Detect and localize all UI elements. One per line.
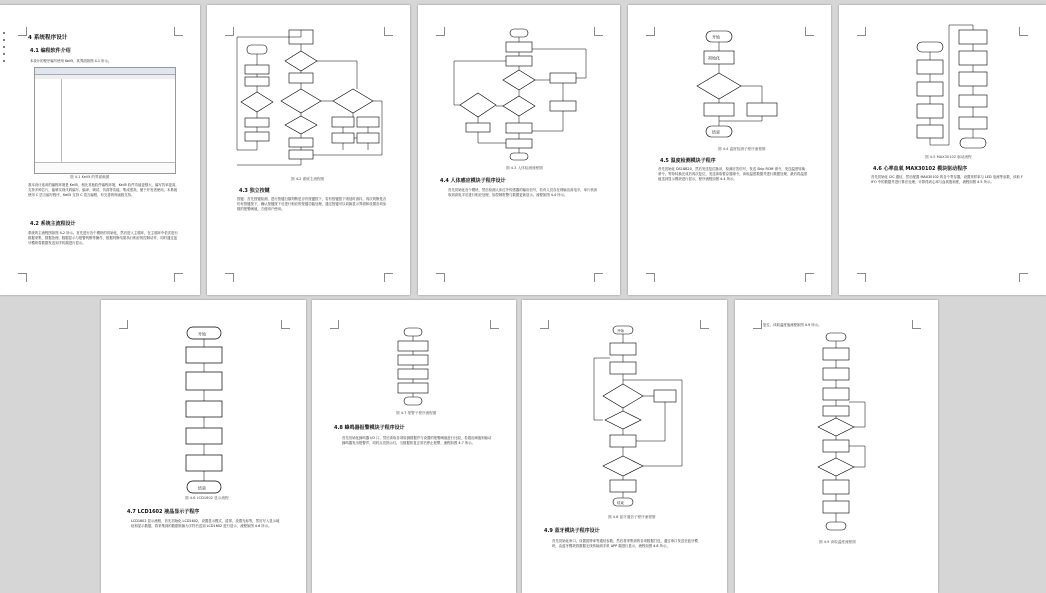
flow-process [466,123,490,132]
flow-node-text: 结束 [712,129,720,135]
flow-process [289,150,313,159]
flow-process [917,104,943,118]
flow-terminal [917,42,943,52]
paragraph: LCD1602 显示流程，首先初始化 LCD1602，设置显示模式、清屏、设置光标等，然后写入显示地址和显示数据，将采集到的数据转换为字符后送到 LCD1602 进行显示，流程如图 4.6 所示。 [131,519,280,529]
flow-process [398,341,428,351]
flow-process [917,60,943,74]
keil-screenshot-image [34,67,176,174]
figure-caption: 图 4.1 Keil5 的界面截图 [70,175,110,179]
crop-mark [436,273,445,282]
paragraph: 首先初始化 DS18B20，然后发送复位脉冲，检测应答信号，发送 Skip ROM 命令，发送温度转换命令，等待转换完成后再次复位，发送读取暂存器命令，读取温度数据并进行数据处理，最后将温度值送到显示模块进行显示，程序流程如图 4.4 所示。 [658,167,808,182]
page-9 [735,300,938,593]
outline-dots [3,32,7,67]
page-7 [312,300,516,593]
flow-decision [503,70,535,90]
flowchart-temperature-svg [628,5,831,155]
flow-node-text: 开始 [712,34,720,40]
subheading: 4.1 编程软件介绍 [30,48,71,54]
subheading: 4.8 蜂鸣器报警模块子程序设计 [334,425,405,431]
flow-decision [603,384,643,408]
flowchart-human-detect-svg [418,5,620,165]
flow-process [823,480,849,494]
subheading: 4.4 人体感应模块子程序设计 [440,178,506,184]
heading: 4 系统程序设计 [28,35,68,41]
flow-decision [285,51,317,71]
flow-terminal [510,29,528,37]
flow-process [610,435,636,447]
figure-caption: 图 4.4 温度检测子程序流程图 [718,147,766,151]
flow-process [704,103,734,116]
flow-decision [605,411,641,429]
subheading: 4.9 蓝牙模块子程序设计 [544,528,600,534]
figure-caption: 图 4.6 LCD1602 显示流程 [185,496,229,500]
page-2 [207,5,410,295]
flow-process [823,501,849,513]
paragraph: 首先初始化 I2C 通信，然后配置 MAX30102 的各个寄存器，设置采样率与 LED 电流等参数，读取 FIFO 中的数据并进行算法处理，计算得到心率与血氧饱和度，流程如图 4.5 所示。 [871,175,1023,185]
paragraph: 复位、读取温度值流程如图 4.9 所示。 [763,323,822,327]
flow-process [332,117,354,127]
figure-caption: 图 4.9 读取温度流程图 [819,540,856,544]
paragraph: 首先初始化串口，设置波特率等通信参数，然后将采集到的各项数据打包，通过串口发送至蓝牙模块，由蓝牙模块将数据无线传输到手机 APP 端进行显示，流程如图 4.8 所示。 [552,539,698,549]
flow-process [186,372,222,390]
flow-node-text: 初始化 [708,55,720,61]
paragraph: 基本设计选用的编程环境是 Keil5，相比其他软件编程环境，Keil5 软件功能更强大，编写效率更高，支持多种芯片，能够实现代码编写、编译、调试、仿真等功能，集成度高，便于开发者使用。本系统使用 C 语言编写程序，Keil5 支持 C 语言编程，有完善的库函数支持。 [28,183,179,198]
page-1 [0,5,200,295]
paragraph: 按键：首先按键检测，进行按键扫描判断是否有按键按下，若有按键按下则延时消抖，再次判断是否仍有按键按下，确认按键按下后进行相应的按键功能处理，通过按键可以切换显示界面和设置各项参数的报警阈值，方便用户使用。 [237,197,387,212]
paragraph: 系统的主流程图如图 4.2 所示。首先进行各个模块的初始化，然后进入主循环，在主循环中依次进行数据采集、数据处理、数据显示与报警判断等操作，根据判断结果执行相应的控制动作，同时通过蓝牙模块将数据发送到手机端进行显示。 [28,231,178,246]
crop-mark [174,27,183,36]
page-6 [101,300,306,593]
flow-decision [333,89,373,113]
flow-process [357,133,379,143]
flow-process [357,117,379,127]
flow-decision [603,456,643,476]
flow-decision [697,73,741,99]
flow-process [917,82,943,96]
flowchart-bluetooth-svg [522,300,727,515]
flowchart-read-temp-svg [735,300,938,540]
flow-process [959,95,987,107]
crop-mark [646,273,655,282]
flow-process [186,455,222,471]
crop-mark [384,273,393,282]
flow-process [959,72,987,86]
flow-terminal [404,397,422,405]
flow-process [959,117,987,129]
flowchart-lcd1602-svg [101,300,306,495]
figure-caption: 图 4.3 人体检测流程图 [506,166,543,170]
flow-process [823,406,849,416]
flow-decision [241,92,273,112]
flow-process [610,362,636,374]
flow-terminal [826,333,846,341]
subheading: 4.5 温度检测模块子程序 [660,158,716,164]
flow-process [245,132,269,141]
flow-decision [818,458,854,476]
flow-process [245,77,269,86]
page-5 [839,5,1046,295]
flow-decision [503,96,535,116]
flow-process [610,480,636,492]
flow-decision [281,89,321,113]
paragraph: 首先初始化各个模块，然后检测人体红外传感器的输出信号，若有人员存在则输出高电平，单片机读取到高电平后进行相应处理，如控制报警与数据更新显示。流程如图 4.4 所示。 [448,188,598,198]
flow-process [506,123,532,133]
flow-process [959,51,987,65]
flow-decision [818,418,854,436]
flow-process [654,390,676,402]
page-8 [522,300,727,593]
flow-process [506,56,532,66]
flow-process [959,30,987,44]
flow-process [398,369,428,379]
flow-process [550,101,576,111]
crop-mark [18,273,27,282]
flow-process [823,388,849,400]
flow-process [186,428,222,444]
flow-process [289,138,313,147]
flow-process [506,42,532,52]
figure-caption: 图 4.2 系统主流程图 [291,177,325,181]
flow-process [823,368,849,380]
flow-decision [285,116,317,134]
paragraph: 首先初始化蜂鸣器 I/O 口，然后读取各项检测数据并与设置的报警阈值进行比较，若超出阈值则驱动蜂鸣器发出报警声，同时点亮指示灯，当数据恢复正常后停止报警，流程如图 4.7 所示。 [342,436,492,446]
flow-process [186,401,222,417]
flowchart-main-svg [207,5,410,175]
flow-node-text: 开始 [198,331,206,337]
flow-process [245,65,269,74]
flow-terminal [247,45,267,54]
flow-process [332,133,354,143]
flow-terminal [960,138,986,148]
subheading: 4.6 心率血氧 MAX30102 模块驱动程序 [873,166,968,172]
flow-process [186,347,222,363]
figure-caption: 图 4.8 蓝牙通信子程序流程图 [608,515,656,519]
figure-caption: 图 4.5 MAX30102 驱动流程 [925,155,972,159]
page-3 [418,5,620,295]
flowchart-max30102-svg [839,5,1046,155]
flow-process [747,103,777,116]
flow-decision [460,93,496,117]
flow-process [917,125,943,138]
subheading: 4.2 系统主流程设计 [30,221,76,227]
flow-terminal [404,328,422,336]
flow-process [823,348,849,360]
subheading: 4.7 LCD1602 液晶显示子程序 [127,509,200,515]
crop-mark [805,273,814,282]
crop-mark [18,27,27,36]
paragraph: 本设计的程序编写使用 Keil5，其界面如图 4.1 所示。 [30,59,112,63]
crop-mark [857,273,866,282]
flowchart-buzzer-svg [312,300,516,410]
flow-node-text: 结束 [617,501,624,505]
subheading: 4.3 独立按键 [239,188,270,194]
crop-mark [225,273,234,282]
flow-process [610,343,636,355]
flow-process [823,440,849,452]
figure-caption: 图 4.7 报警子程序流程图 [396,411,437,415]
flow-process [245,118,269,127]
page-4 [628,5,831,295]
crop-mark [1019,273,1028,282]
flow-process [289,73,313,83]
flow-terminal [510,153,528,160]
flow-terminal [826,522,846,530]
flow-process [550,73,576,83]
crop-mark [594,273,603,282]
flow-node-text: 结束 [198,485,206,491]
flow-process [398,383,428,393]
flow-node-text: 开始 [617,329,624,333]
flow-process [398,355,428,365]
flow-process [506,139,532,148]
